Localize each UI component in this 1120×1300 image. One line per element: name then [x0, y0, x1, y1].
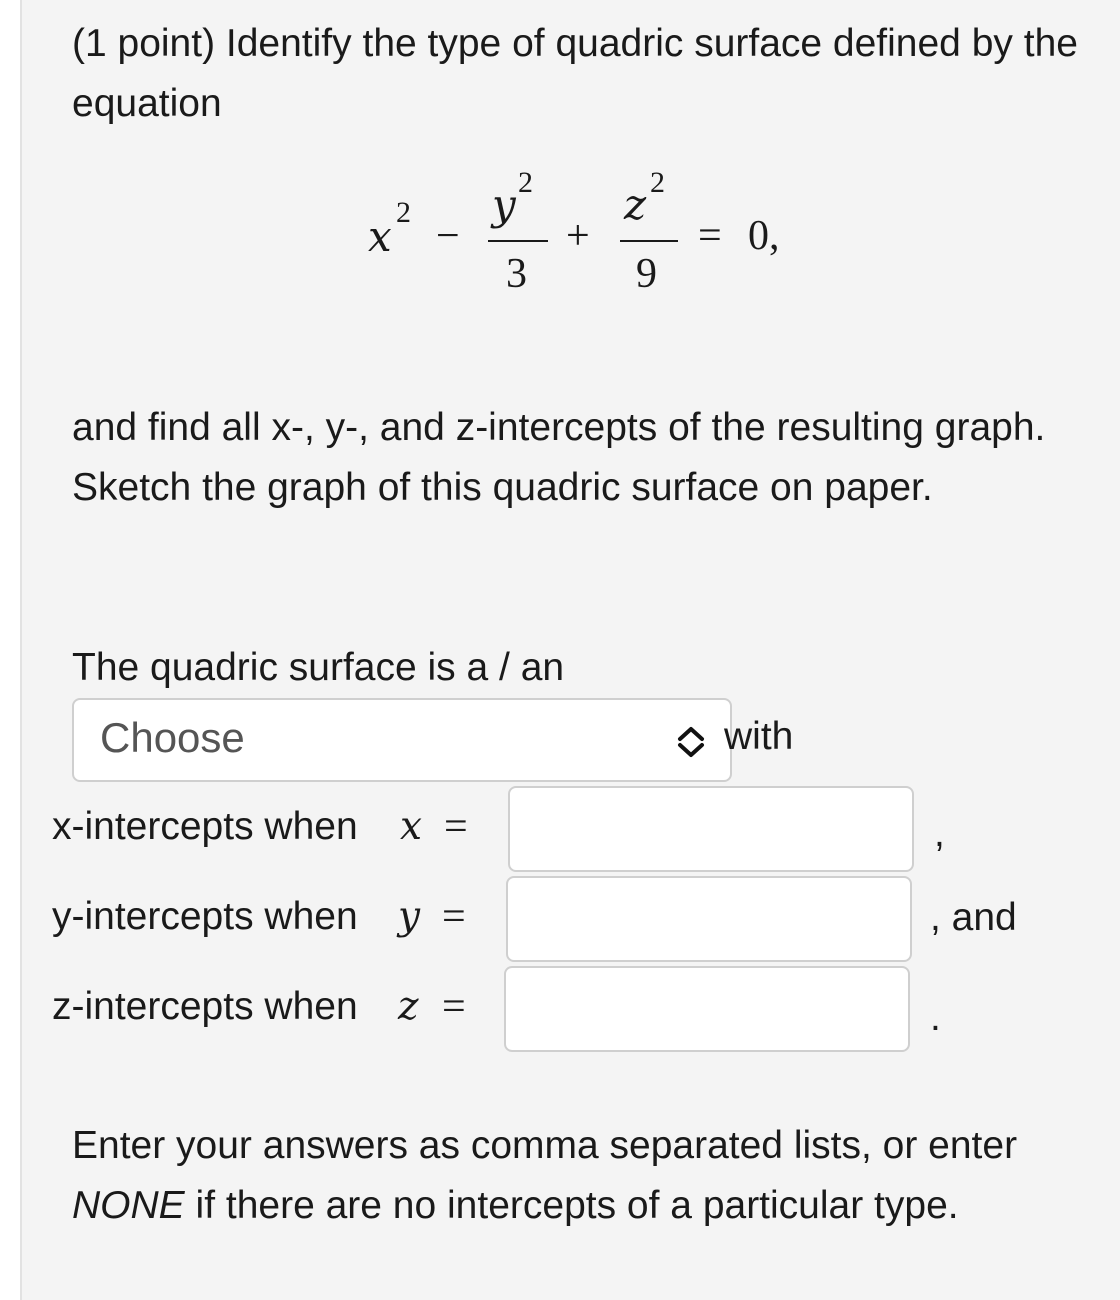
instructions-none: NONE	[72, 1184, 185, 1227]
instructions-post: if there are no intercepts of a particular type.	[195, 1184, 959, 1227]
y-intercepts-suffix: , and	[930, 896, 1017, 939]
eq-plus: +	[566, 213, 590, 259]
x-intercepts-input[interactable]	[508, 786, 914, 872]
surface-prompt: The quadric surface is a / an	[72, 646, 565, 689]
eq-minus: −	[436, 213, 460, 259]
chevron-up-down-icon	[674, 724, 708, 760]
eq-z-numerator: z	[624, 180, 647, 229]
x-intercepts-label: x-intercepts when	[52, 805, 358, 848]
z-intercepts-equals: =	[442, 984, 466, 1030]
eq-equals: =	[698, 213, 722, 259]
eq-z-denominator: 9	[636, 251, 657, 297]
x-intercepts-suffix: ,	[934, 812, 945, 855]
y-intercepts-label: y-intercepts when	[52, 895, 358, 938]
eq-y-fraction-bar	[488, 240, 548, 242]
question-intro: (1 point) Identify the type of quadric surface defined by the equation	[72, 22, 1078, 125]
surface-type-selected: Choose	[100, 714, 245, 761]
surface-type-select[interactable]	[72, 698, 732, 782]
question-continued: and find all x-, y-, and z-intercepts of the resulting graph. Sketch the graph of this quadric surface on paper.	[72, 406, 1046, 509]
z-intercepts-input[interactable]	[504, 966, 910, 1052]
z-intercepts-suffix: .	[930, 996, 941, 1039]
y-intercepts-var: y	[398, 894, 421, 939]
instructions-pre: Enter your answers as comma separated lists, or enter	[72, 1124, 1018, 1167]
eq-y-denominator: 3	[506, 251, 527, 297]
z-intercepts-var: z	[398, 984, 419, 1029]
eq-y-exponent: 2	[518, 166, 533, 199]
with-label: with	[724, 715, 794, 758]
problem-panel	[20, 0, 1120, 1300]
eq-z-fraction-bar	[620, 240, 678, 242]
x-intercepts-equals: =	[444, 804, 468, 850]
x-intercepts-var: x	[400, 804, 422, 849]
eq-x-term: x	[368, 212, 392, 261]
eq-rhs: 0,	[748, 213, 780, 259]
z-intercepts-label: z-intercepts when	[52, 985, 358, 1028]
eq-x-exponent: 2	[396, 196, 411, 229]
eq-z-exponent: 2	[650, 166, 665, 199]
instructions	[72, 1116, 1120, 1236]
y-intercepts-equals: =	[442, 894, 466, 940]
eq-y-numerator: y	[492, 180, 516, 229]
y-intercepts-input[interactable]	[506, 876, 912, 962]
